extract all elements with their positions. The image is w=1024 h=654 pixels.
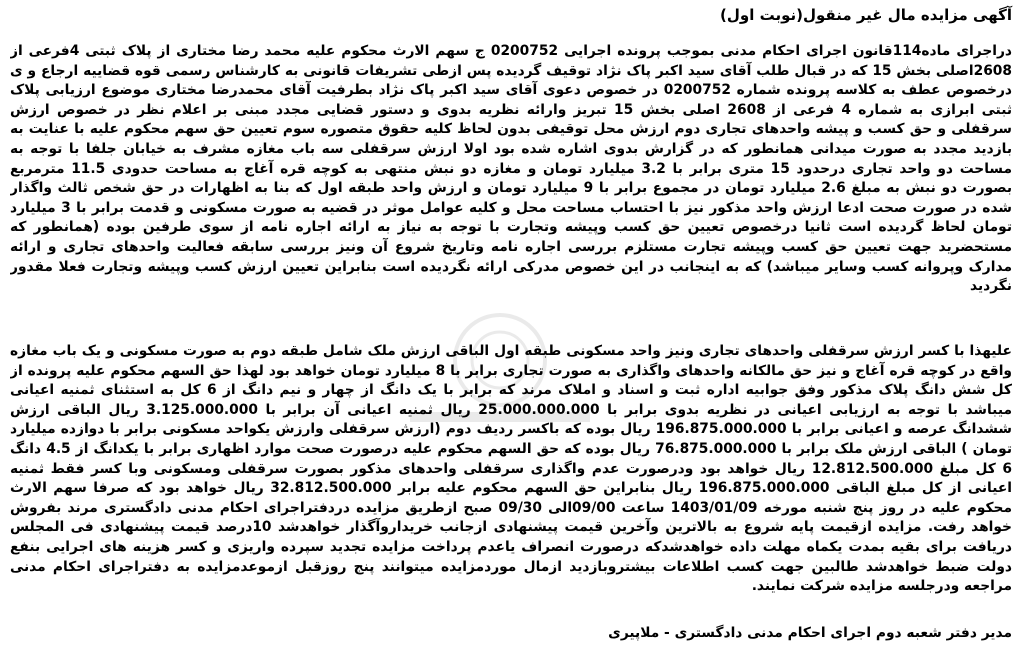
notice-paragraph-1: دراجرای ماده114قانون اجرای احکام مدنی بموجب پرونده اجرایی 0200752 ج سهم الارث محکوم علیه محمد رضا مختاری از پلاک ثبتی 4فرعی از 2608اصلی بخش 15 که در قبال طلب آقای سید اکبر پاک نژاد توقیف گردیده پس ازطی تشریفات قانونی به کارشناس رسمی قوه قضاییه ارجاع و ی درخصوص عطف به کلاسه پرونده شماره 0200752 در خصوص دعوی آقای سید اکبر پاک نژاد بطرفیت آقای محمدرضا مختاری موضوع ارزیابی پلاک ثبتی ابرازی به شماره 4 فرعی از 2608 اصلی بخش 15 تبریز وارائه نظریه بدوی و دستور قضایی مجدد مبنی بر اعلام نظر در خصوص ارزش سرقفلی و حق کسب و پیشه واحدهای تجاری دوم ارزش محل توقیفی بدون لحاظ کلیه حقوق متصوره سوم تعیین حق سهم محکوم علیه با عنایت به بازدید مجدد به صورت میدانی همانطور که در گزارش بدوی اشاره شده بود اولا ارزش سرقفلی سه باب مغازه مشرف به خیابان جلفا با توجه به مساحت دو واحد تجاری درحدود 15 متری برابر با 3.2 میلیارد تومان و مغازه دو نبش منتهی به کوچه قره آغاج به مساحت حدودی 11.5 مترمربع بصورت دو نبش به مبلغ 2.6 میلیارد تومان در مجموع برابر با 9 میلیارد تومان و ارزش واحد طبقه اول که بنا به اظهارات در حق شخص ثالث واگذار شده در صورت صحت ادعا ارزش واحد مذکور نیز با احتساب مساحت محل و کلیه عوامل موثر در قضیه به صورت مسکونی و قدمت برابر با 3 میلیارد تومان لحاظ گردیده است ثانیا درخصوص تعیین حق کسب وپیشه وتجارت با توجه به نیاز به ارائه اجاره نامه از سوی طرفین بوده (همانطور که مستحضرید جهت تعیین حق کسب وپیشه تجارت مستلزم بررسی اجاره نامه وتاریخ شروع آن ونیز بررسی سابقه فعالیت واحدهای تجاری و ارائه مدارک وپروانه کسب وسایر میباشد) که به اینجانب در این خصوص مدرکی ارائه نگردیده است بنابراین تعیین ارزش کسب وپیشه وتجارت فعلا مقدور نگردید <box>10 43 1012 295</box>
notice-paragraph-2: علیهذا با کسر ارزش سرقفلی واحدهای تجاری ونیز واحد مسکونی طبقه اول الباقی ارزش ملک شامل طبقه دوم به صورت مسکونی و یک باب مغازه واقع در کوچه قره آغاج و نیز حق مالکانه واحدهای واگذاری به صورت تجاری برابر با 8 میلیارد تومان خواهد بود لهذا حق السهم محکوم علیه پرونده از کل شش دانگ پلاک مذکور وفق جوابیه اداره ثبت و اسناد و املاک مرند که برابر با یک دانگ از چهار و نیم دانگ از 6 کل به استثنای ثمنیه اعیانی میباشد با توجه به ارزیابی اعیانی در نظریه بدوی برابر با 25.000.000.000 ریال ثمنیه اعیانی آن برابر با 3.125.000.000 ریال الباقی ارزش ششدانگ عرصه و اعیانی برابر با 196.875.000.000 ریال بوده که باکسر ردیف دوم (ارزش سرقفلی وارزش یکواحد مسکونی برابر با دوازده میلیارد تومان ) الباقی ارزش ملک برابر با 76.875.000.000 ریال بوده که حق السهم محکوم علیه درصورت صحت موارد اظهاری برابر با یکدانگ از 4.5 دانگ 6 کل مبلغ 12.812.500.000 ریال خواهد بود ودرصورت عدم واگذاری سرقفلی واحدهای مذکور بصورت سرقفلی ومسکونی وبا کسر فقط ثمنیه اعیانی از کل مبلغ الباقی 196.875.000.000 ریال بنابراین حق السهم محکوم علیه برابر 32.812.500.000 ریال خواهد بود که صرفا سهم الارث محکوم علیه در روز پنج شنبه مورخه 1403/01/09 ساعت 09/00الی 09/30 صبح ازطریق مزایده دردفتراجرای احکام مدنی دادگستری مرند بفروش خواهد رفت. مزایده ازقیمت پایه شروع به بالاترین وآخرین قیمت پیشنهادی ازجانب خریداروآگذار خواهدشد 10درصد قیمت پیشنهادی فی المجلس دریافت برای بقیه بمدت یکماه مهلت داده خواهدشدکه درصورت انصراف یاعدم پرداخت مزایده تجدید سپرده واریزی و کسر هزینه های اجرایی بنفع دولت ضبط خواهدشد طالبین جهت کسب اطلاعات بیشتروبازدید ازمال موردمزایده میتوانند پنج روزقبل ازموعدمزایده به دفتراجرای احکام مدنی مراجعه ودرجلسه مزایده شرکت نمایند. <box>10 343 1012 595</box>
notice-signature: مدیر دفتر شعبه دوم اجرای احکام مدنی دادگستری - ملاپیری <box>608 625 1012 641</box>
notice-title: آگهی مزایده مال غیر منقول(نوبت اول) <box>720 6 1012 24</box>
